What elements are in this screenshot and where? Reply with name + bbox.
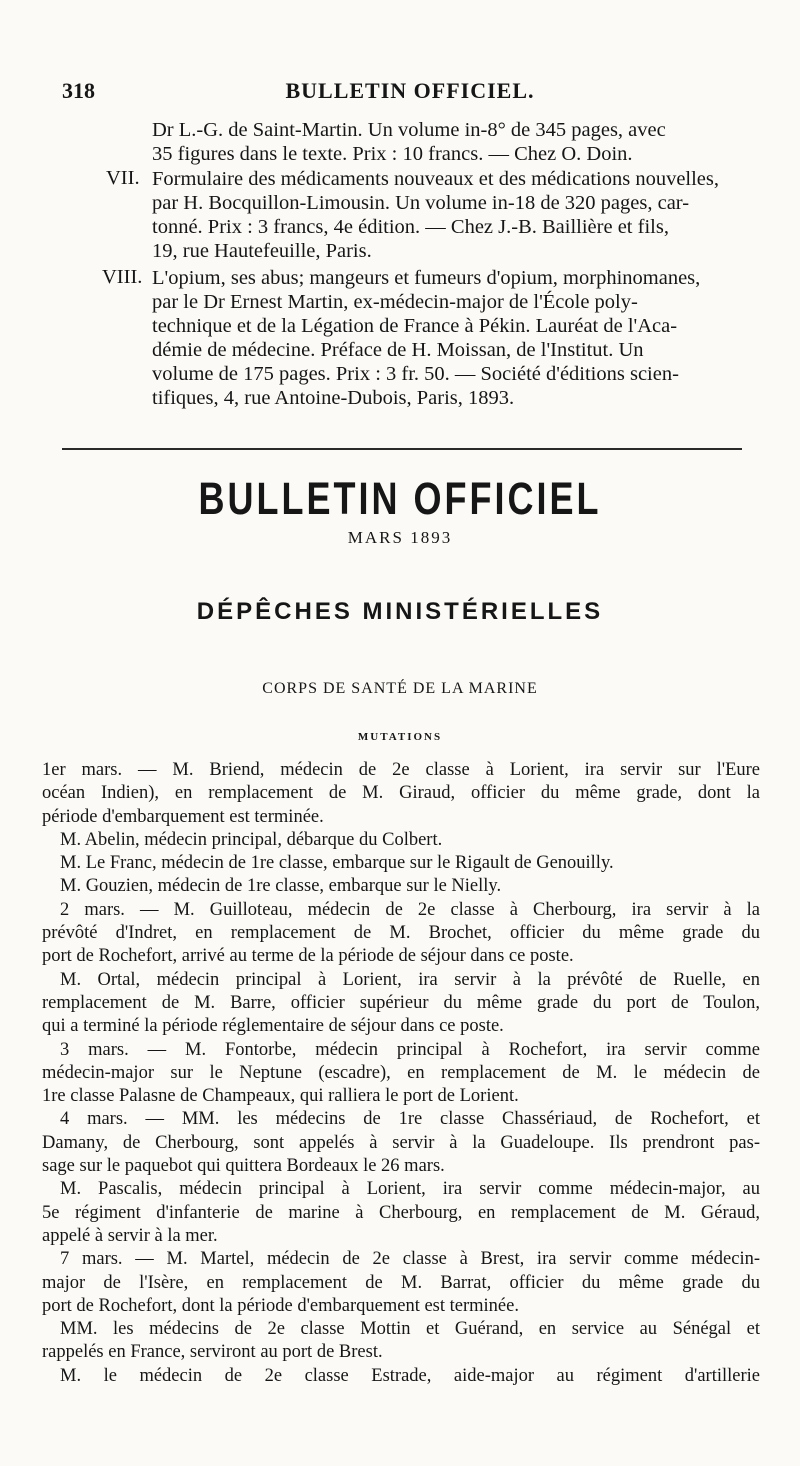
text-line: remplacement de M. Barre, officier supérieur du même grade du port de Toulon, xyxy=(42,992,760,1013)
text-line: prévôté d'Indret, en remplacement de M. Brochet, officier du même grade du xyxy=(42,923,760,944)
text-line: 3 mars. — M. Fontorbe, médecin principal à Rochefort, ira servir comme xyxy=(60,1039,760,1060)
text-line: L'opium, ses abus; mangeurs et fumeurs d'opium, morphinomanes, xyxy=(152,267,701,289)
text-line: 1er mars. — M. Briend, médecin de 2e classe à Lorient, ira servir sur l'Eure xyxy=(42,760,760,780)
text-line: qui a terminé la période réglementaire de séjour dans ce poste. xyxy=(42,1016,504,1037)
text-line: M. Le Franc, médecin de 1re classe, embarque sur le Rigault de Genouilly. xyxy=(60,853,614,874)
text-line: port de Rochefort, arrivé au terme de la période de séjour dans ce poste. xyxy=(42,946,574,967)
page-header xyxy=(62,78,758,108)
text-line: Damany, de Cherbourg, sont appelés à servir à la Guadeloupe. Ils prendront pas- xyxy=(42,1132,760,1153)
text-line: Formulaire des médicaments nouveaux et des médications nouvelles, xyxy=(152,168,720,190)
text-line: major de l'Isère, en remplacement de M. Barrat, officier du même grade du xyxy=(42,1272,760,1293)
item-number: VII. xyxy=(106,167,140,189)
text-line: tifiques, 4, rue Antoine-Dubois, Paris, 1893. xyxy=(152,387,515,409)
section-title: DÉPÊCHES MINISTÉRIELLES xyxy=(196,598,604,625)
bulletin-title: BULLETIN OFFICIEL xyxy=(198,472,602,524)
text-line: par le Dr Ernest Martin, ex-médecin-major de l'École poly- xyxy=(152,291,638,313)
text-line: M. Gouzien, médecin de 1re classe, embarque sur le Nielly. xyxy=(60,876,502,897)
text-line: 4 mars. — MM. les médecins de 1re classe Chassériaud, de Rochefort, et xyxy=(60,1109,760,1130)
text-line: 35 figures dans le texte. Prix : 10 francs. — Chez O. Doin. xyxy=(152,143,633,165)
list-item xyxy=(152,118,758,166)
text-line: 19, rue Hautefeuille, Paris. xyxy=(152,240,372,262)
text-line: rappelés en France, serviront au port de Brest. xyxy=(42,1342,383,1363)
running-title: BULLETIN OFFICIEL. xyxy=(285,78,535,103)
item-number: VIII. xyxy=(102,266,143,288)
text-line: 7 mars. — M. Martel, médecin de 2e classe à Brest, ira servir comme médecin- xyxy=(60,1249,760,1270)
text-line: M. Ortal, médecin principal à Lorient, ira servir à la prévôté de Ruelle, en xyxy=(60,969,760,990)
text-line: 2 mars. — M. Guilloteau, médecin de 2e classe à Cherbourg, ira servir à la xyxy=(60,899,760,920)
text-line: appelé à servir à la mer. xyxy=(42,1225,218,1246)
bulletin-date: MARS 1893 xyxy=(347,528,453,547)
text-line: période d'embarquement est terminée. xyxy=(42,806,324,827)
text-line: par H. Bocquillon-Limousin. Un volume in-18 de 320 pages, car- xyxy=(152,192,690,214)
corps-title: CORPS DE SANTÉ DE LA MARINE xyxy=(262,680,538,697)
body-text xyxy=(42,759,760,1388)
text-line: médecin-major sur le Neptune (escadre), en remplacement de M. le médecin de xyxy=(42,1062,760,1083)
subsection-title: MUTATIONS xyxy=(357,731,443,743)
text-line: M. Abelin, médecin principal, débarque du Colbert. xyxy=(60,829,443,850)
page-number: 318 xyxy=(62,78,95,103)
text-line: port de Rochefort, dont la période d'embarquement est terminée. xyxy=(42,1295,519,1316)
text-line: MM. les médecins de 2e classe Mottin et Guérand, en service au Sénégal et xyxy=(60,1319,760,1340)
text-line: technique et de la Légation de France à Pékin. Lauréat de l'Aca- xyxy=(152,315,678,337)
text-line: 5e régiment d'infanterie de marine à Cherbourg, en remplacement de M. Géraud, xyxy=(42,1202,760,1223)
text-line: volume de 175 pages. Prix : 3 fr. 50. — Société d'éditions scien- xyxy=(152,363,679,385)
text-line: M. Pascalis, médecin principal à Lorient, ira servir comme médecin-major, au xyxy=(60,1179,760,1200)
list-item xyxy=(152,167,758,263)
text-line: M. le médecin de 2e classe Estrade, aide-major au régiment d'artillerie xyxy=(60,1365,760,1386)
text-line: Dr L.-G. de Saint-Martin. Un volume in-8° de 345 pages, avec xyxy=(152,119,666,141)
text-line: océan Indien), en remplacement de M. Giraud, officier du même grade, dont la xyxy=(42,783,760,804)
text-line: tonné. Prix : 3 francs, 4e édition. — Chez J.-B. Baillière et fils, xyxy=(152,216,669,238)
text-line: démie de médecine. Préface de H. Moissan, de l'Institut. Un xyxy=(152,339,644,361)
text-line: 1re classe Palasne de Champeaux, qui ralliera le port de Lorient. xyxy=(42,1086,519,1107)
text-line: sage sur le paquebot qui quittera Bordeaux le 26 mars. xyxy=(42,1156,445,1177)
list-item xyxy=(152,266,758,410)
section-divider xyxy=(62,448,742,450)
